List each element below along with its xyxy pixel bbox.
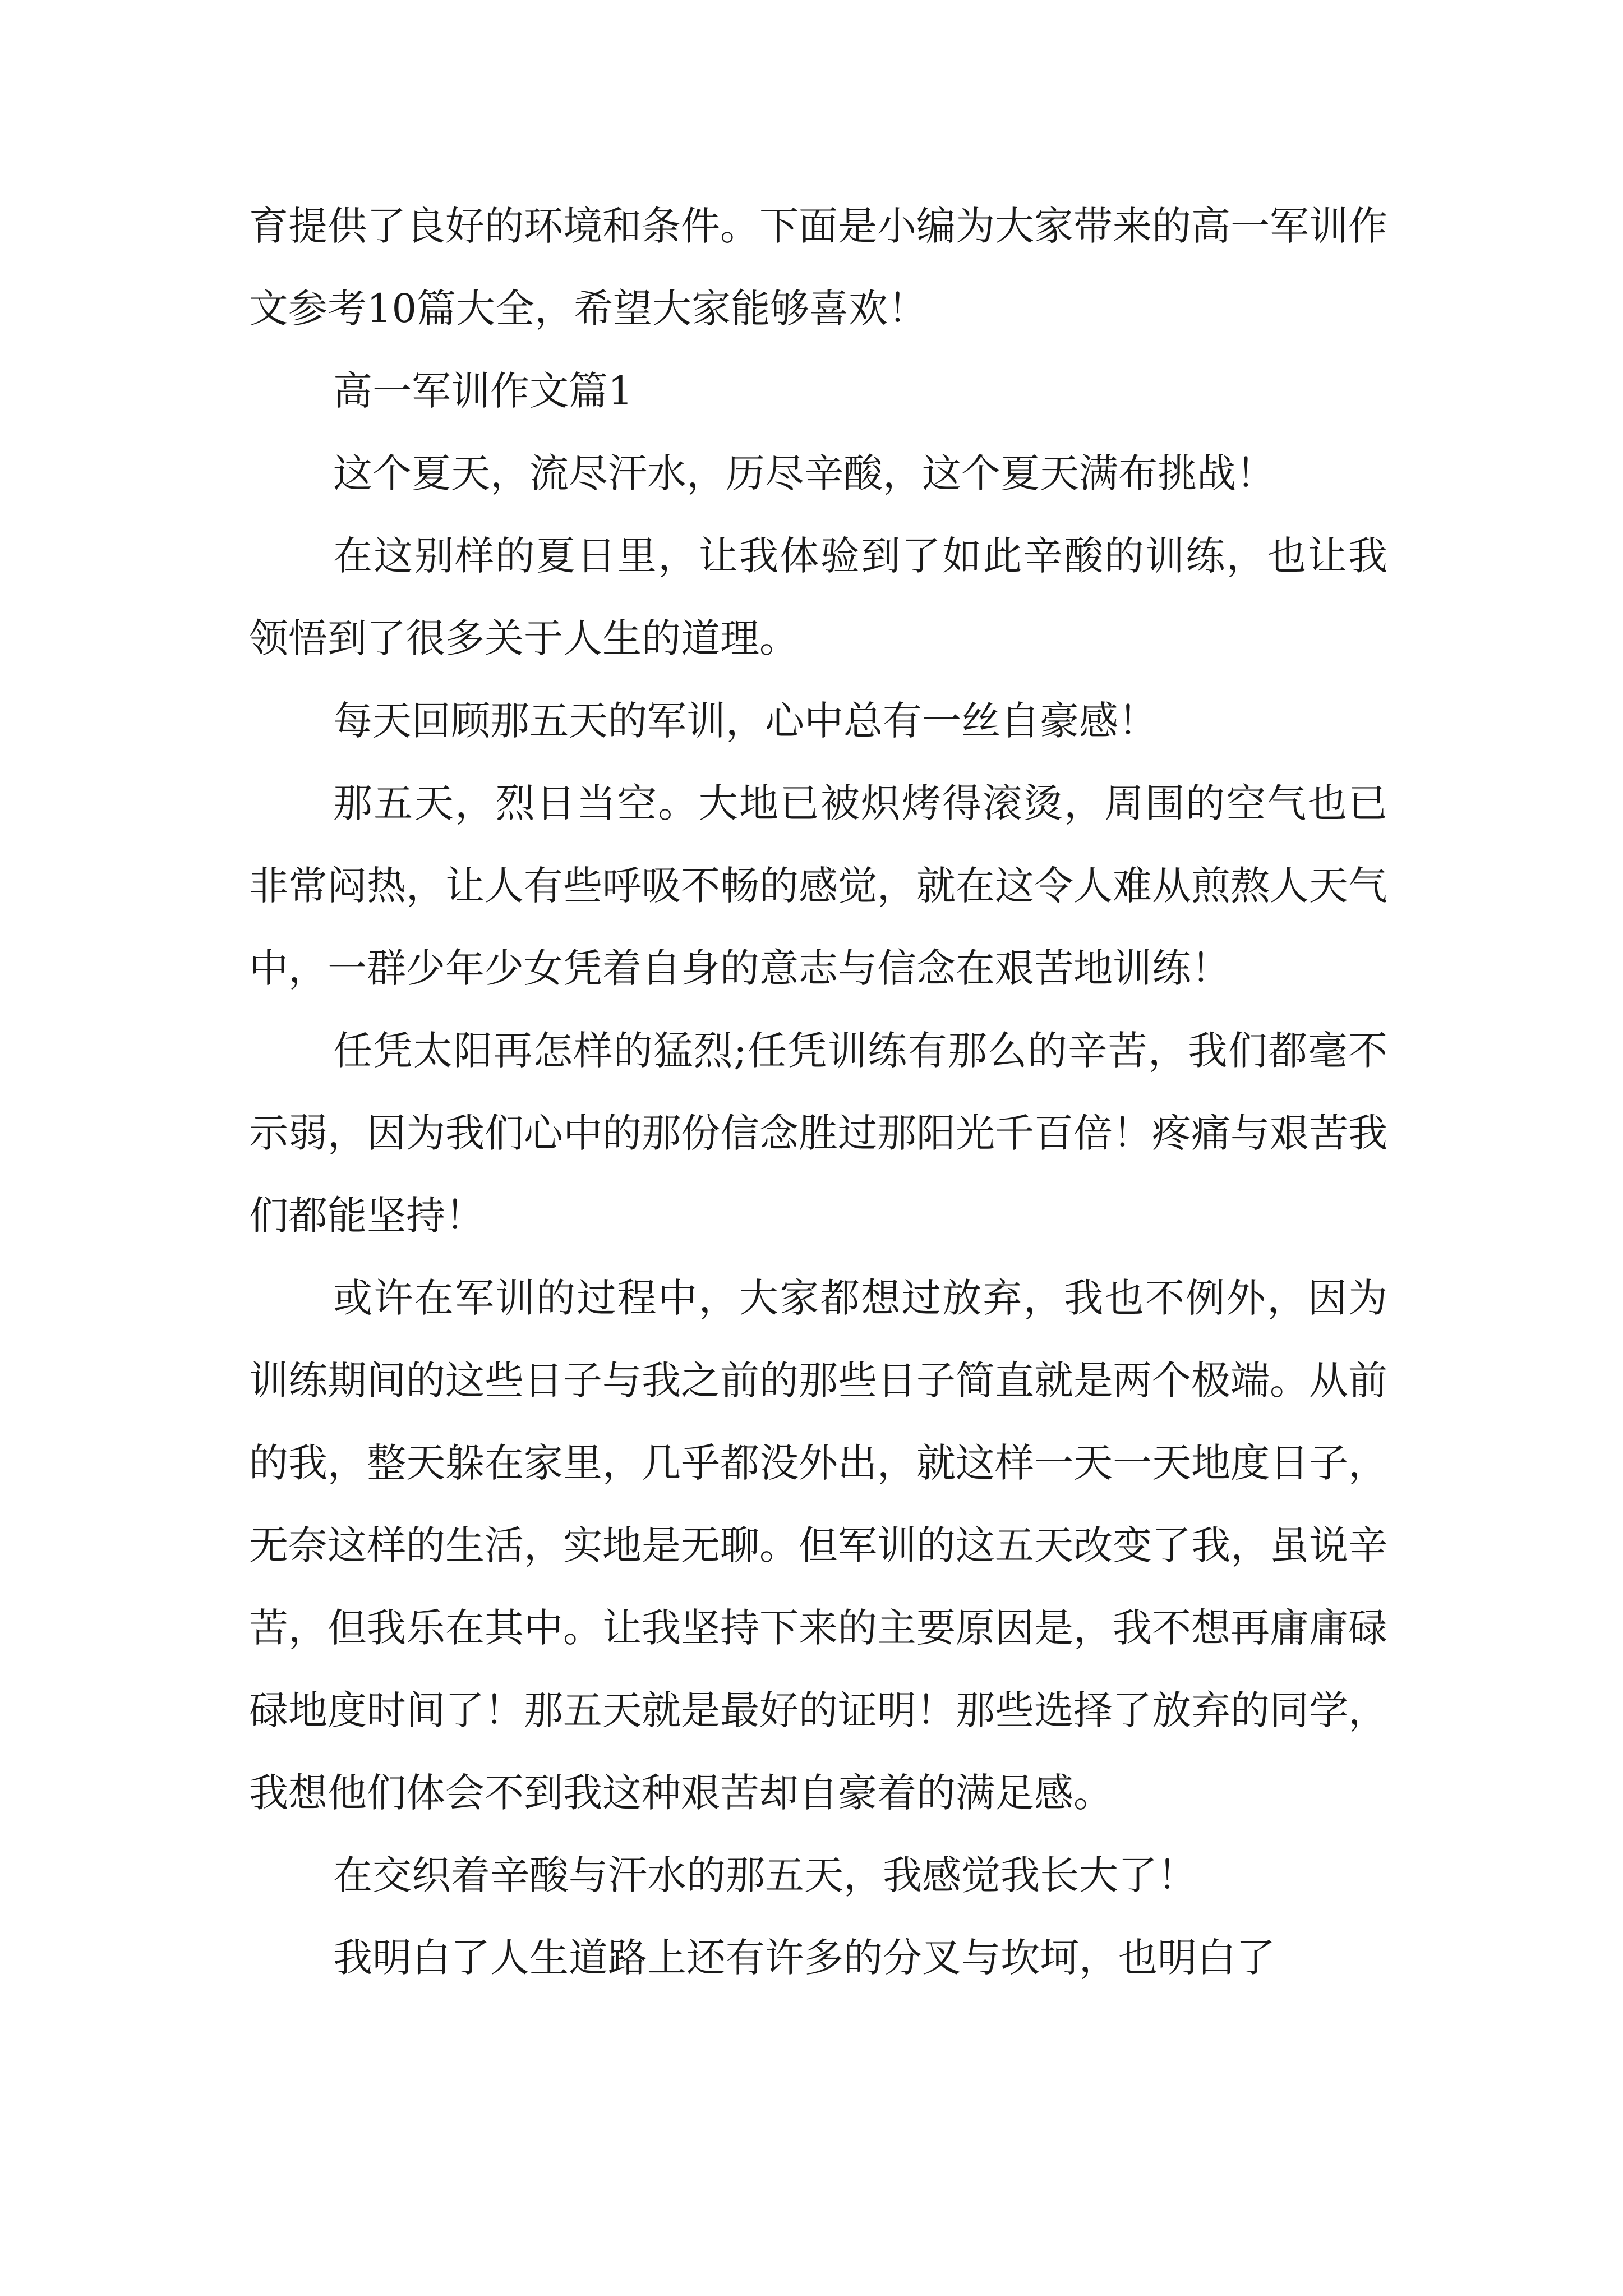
paragraph: 这个夏天，流尽汗水，历尽辛酸，这个夏天满布挑战！ bbox=[333, 450, 1275, 496]
paragraph: 在这别样的夏日里，让我体验到了如此辛酸的训练，也让我领悟到了很多关于人生的道理。 bbox=[249, 533, 1387, 661]
paragraph: 任凭太阳再怎样的猛烈;任凭训练有那么的辛苦，我们都毫不示弱，因为我们心中的那份信念胜过那阳光千百倍！疼痛与艰苦我们都能坚持！ bbox=[249, 1028, 1387, 1239]
paragraph: 在交织着辛酸与汗水的那五天，我感觉我长大了！ bbox=[333, 1852, 1197, 1898]
paragraph: 或许在军训的过程中，大家都想过放弃，我也不例外，因为训练期间的这些日子与我之前的那些日子简直就是两个极端。从前的我，整天躲在家里，几乎都没外出，就这样一天一天地度日子，无奈这样的生活，实地是无聊。但军训的这五天改变了我，虽说辛苦，但我乐在其中。让我坚持下来的主要原因是，我不想再庸庸碌碌地度时间了！那五天就是最好的证明！那些选择了放弃的同学，我想他们体会不到我这种艰苦却自豪着的满足感。 bbox=[249, 1275, 1387, 1816]
paragraph: 每天回顾那五天的军训，心中总有一丝自豪感！ bbox=[333, 698, 1158, 744]
paragraph-intro: 育提供了良好的环境和条件。下面是小编为大家带来的高一军训作文参考10篇大全，希望大家能够喜欢！ bbox=[249, 203, 1387, 332]
document-body bbox=[249, 185, 1387, 1999]
paragraph: 我明白了人生道路上还有许多的分叉与坎坷，也明白了 bbox=[333, 1935, 1275, 1981]
article-heading: 高一军训作文篇1 bbox=[333, 368, 633, 414]
paragraph: 那五天，烈日当空。大地已被炽烤得滚烫，周围的空气也已非常闷热，让人有些呼吸不畅的感觉，就在这令人难从煎熬人天气中，一群少年少女凭着自身的意志与信念在艰苦地训练！ bbox=[249, 780, 1387, 991]
